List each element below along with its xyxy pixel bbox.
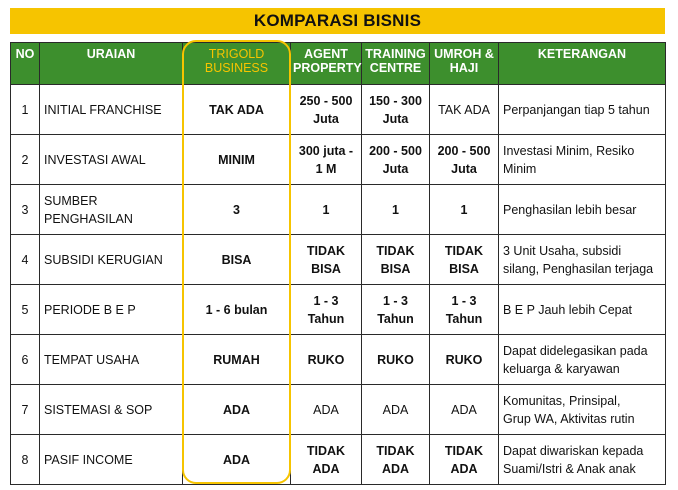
table-row: [11, 235, 666, 285]
cell-uraian: INITIAL FRANCHISE: [40, 85, 183, 135]
cell-agent-property: TIDAK ADA: [291, 435, 362, 485]
cell-training-centre: 1: [362, 185, 430, 235]
cell-umroh-haji: 200 - 500 Juta: [430, 135, 499, 185]
cell-training-centre: RUKO: [362, 335, 430, 385]
cell-umroh-haji: TAK ADA: [430, 85, 499, 135]
col-header-agent: AGENT PROPERTY: [291, 43, 362, 85]
cell-no: 6: [11, 335, 40, 385]
cell-agent-property: ADA: [291, 385, 362, 435]
cell-keterangan: Perpanjangan tiap 5 tahun: [499, 85, 666, 135]
col-header-trigold: TRIGOLD BUSINESS: [183, 43, 291, 85]
cell-no: 3: [11, 185, 40, 235]
cell-keterangan: Dapat diwariskan kepada Suami/Istri & Anak anak: [499, 435, 666, 485]
cell-trigold: ADA: [183, 435, 291, 485]
cell-trigold: MINIM: [183, 135, 291, 185]
cell-uraian: PERIODE B E P: [40, 285, 183, 335]
cell-training-centre: 1 - 3 Tahun: [362, 285, 430, 335]
cell-uraian: SUBSIDI KERUGIAN: [40, 235, 183, 285]
table-row: [11, 385, 666, 435]
cell-no: 1: [11, 85, 40, 135]
header-row: [11, 43, 666, 85]
table-row: [11, 435, 666, 485]
cell-trigold: ADA: [183, 385, 291, 435]
cell-keterangan: Komunitas, Prinsipal, Grup WA, Aktivitas rutin: [499, 385, 666, 435]
cell-umroh-haji: RUKO: [430, 335, 499, 385]
cell-training-centre: ADA: [362, 385, 430, 435]
cell-trigold: TAK ADA: [183, 85, 291, 135]
cell-umroh-haji: TIDAK ADA: [430, 435, 499, 485]
cell-no: 7: [11, 385, 40, 435]
page-title: KOMPARASI BISNIS: [253, 11, 422, 30]
comparison-table: [10, 42, 666, 485]
cell-uraian: SUMBER PENGHASILAN: [40, 185, 183, 235]
cell-keterangan: Investasi Minim, Resiko Minim: [499, 135, 666, 185]
table-row: [11, 335, 666, 385]
cell-no: 8: [11, 435, 40, 485]
col-header-uraian: URAIAN: [40, 43, 183, 85]
cell-no: 4: [11, 235, 40, 285]
col-header-no: NO: [11, 43, 40, 85]
cell-agent-property: 1: [291, 185, 362, 235]
cell-umroh-haji: 1 - 3 Tahun: [430, 285, 499, 335]
cell-training-centre: TIDAK BISA: [362, 235, 430, 285]
cell-agent-property: TIDAK BISA: [291, 235, 362, 285]
title-bar: [10, 8, 665, 34]
cell-agent-property: 1 - 3 Tahun: [291, 285, 362, 335]
cell-no: 5: [11, 285, 40, 335]
cell-agent-property: 250 - 500 Juta: [291, 85, 362, 135]
cell-keterangan: Penghasilan lebih besar: [499, 185, 666, 235]
cell-trigold: RUMAH: [183, 335, 291, 385]
col-header-keterangan: KETERANGAN: [499, 43, 666, 85]
table-row: [11, 185, 666, 235]
cell-uraian: TEMPAT USAHA: [40, 335, 183, 385]
cell-training-centre: TIDAK ADA: [362, 435, 430, 485]
cell-agent-property: 300 juta - 1 M: [291, 135, 362, 185]
cell-no: 2: [11, 135, 40, 185]
cell-uraian: SISTEMASI & SOP: [40, 385, 183, 435]
cell-training-centre: 200 - 500 Juta: [362, 135, 430, 185]
col-header-training: TRAINING CENTRE: [362, 43, 430, 85]
cell-trigold: BISA: [183, 235, 291, 285]
cell-uraian: INVESTASI AWAL: [40, 135, 183, 185]
table-row: [11, 285, 666, 335]
cell-keterangan: 3 Unit Usaha, subsidi silang, Penghasilan terjaga: [499, 235, 666, 285]
cell-trigold: 3: [183, 185, 291, 235]
table-row: [11, 85, 666, 135]
cell-umroh-haji: ADA: [430, 385, 499, 435]
cell-training-centre: 150 - 300 Juta: [362, 85, 430, 135]
cell-uraian: PASIF INCOME: [40, 435, 183, 485]
cell-keterangan: Dapat didelegasikan pada keluarga & karyawan: [499, 335, 666, 385]
table-row: [11, 135, 666, 185]
cell-agent-property: RUKO: [291, 335, 362, 385]
cell-umroh-haji: TIDAK BISA: [430, 235, 499, 285]
cell-keterangan: B E P Jauh lebih Cepat: [499, 285, 666, 335]
col-header-umroh: UMROH & HAJI: [430, 43, 499, 85]
cell-trigold: 1 - 6 bulan: [183, 285, 291, 335]
cell-umroh-haji: 1: [430, 185, 499, 235]
